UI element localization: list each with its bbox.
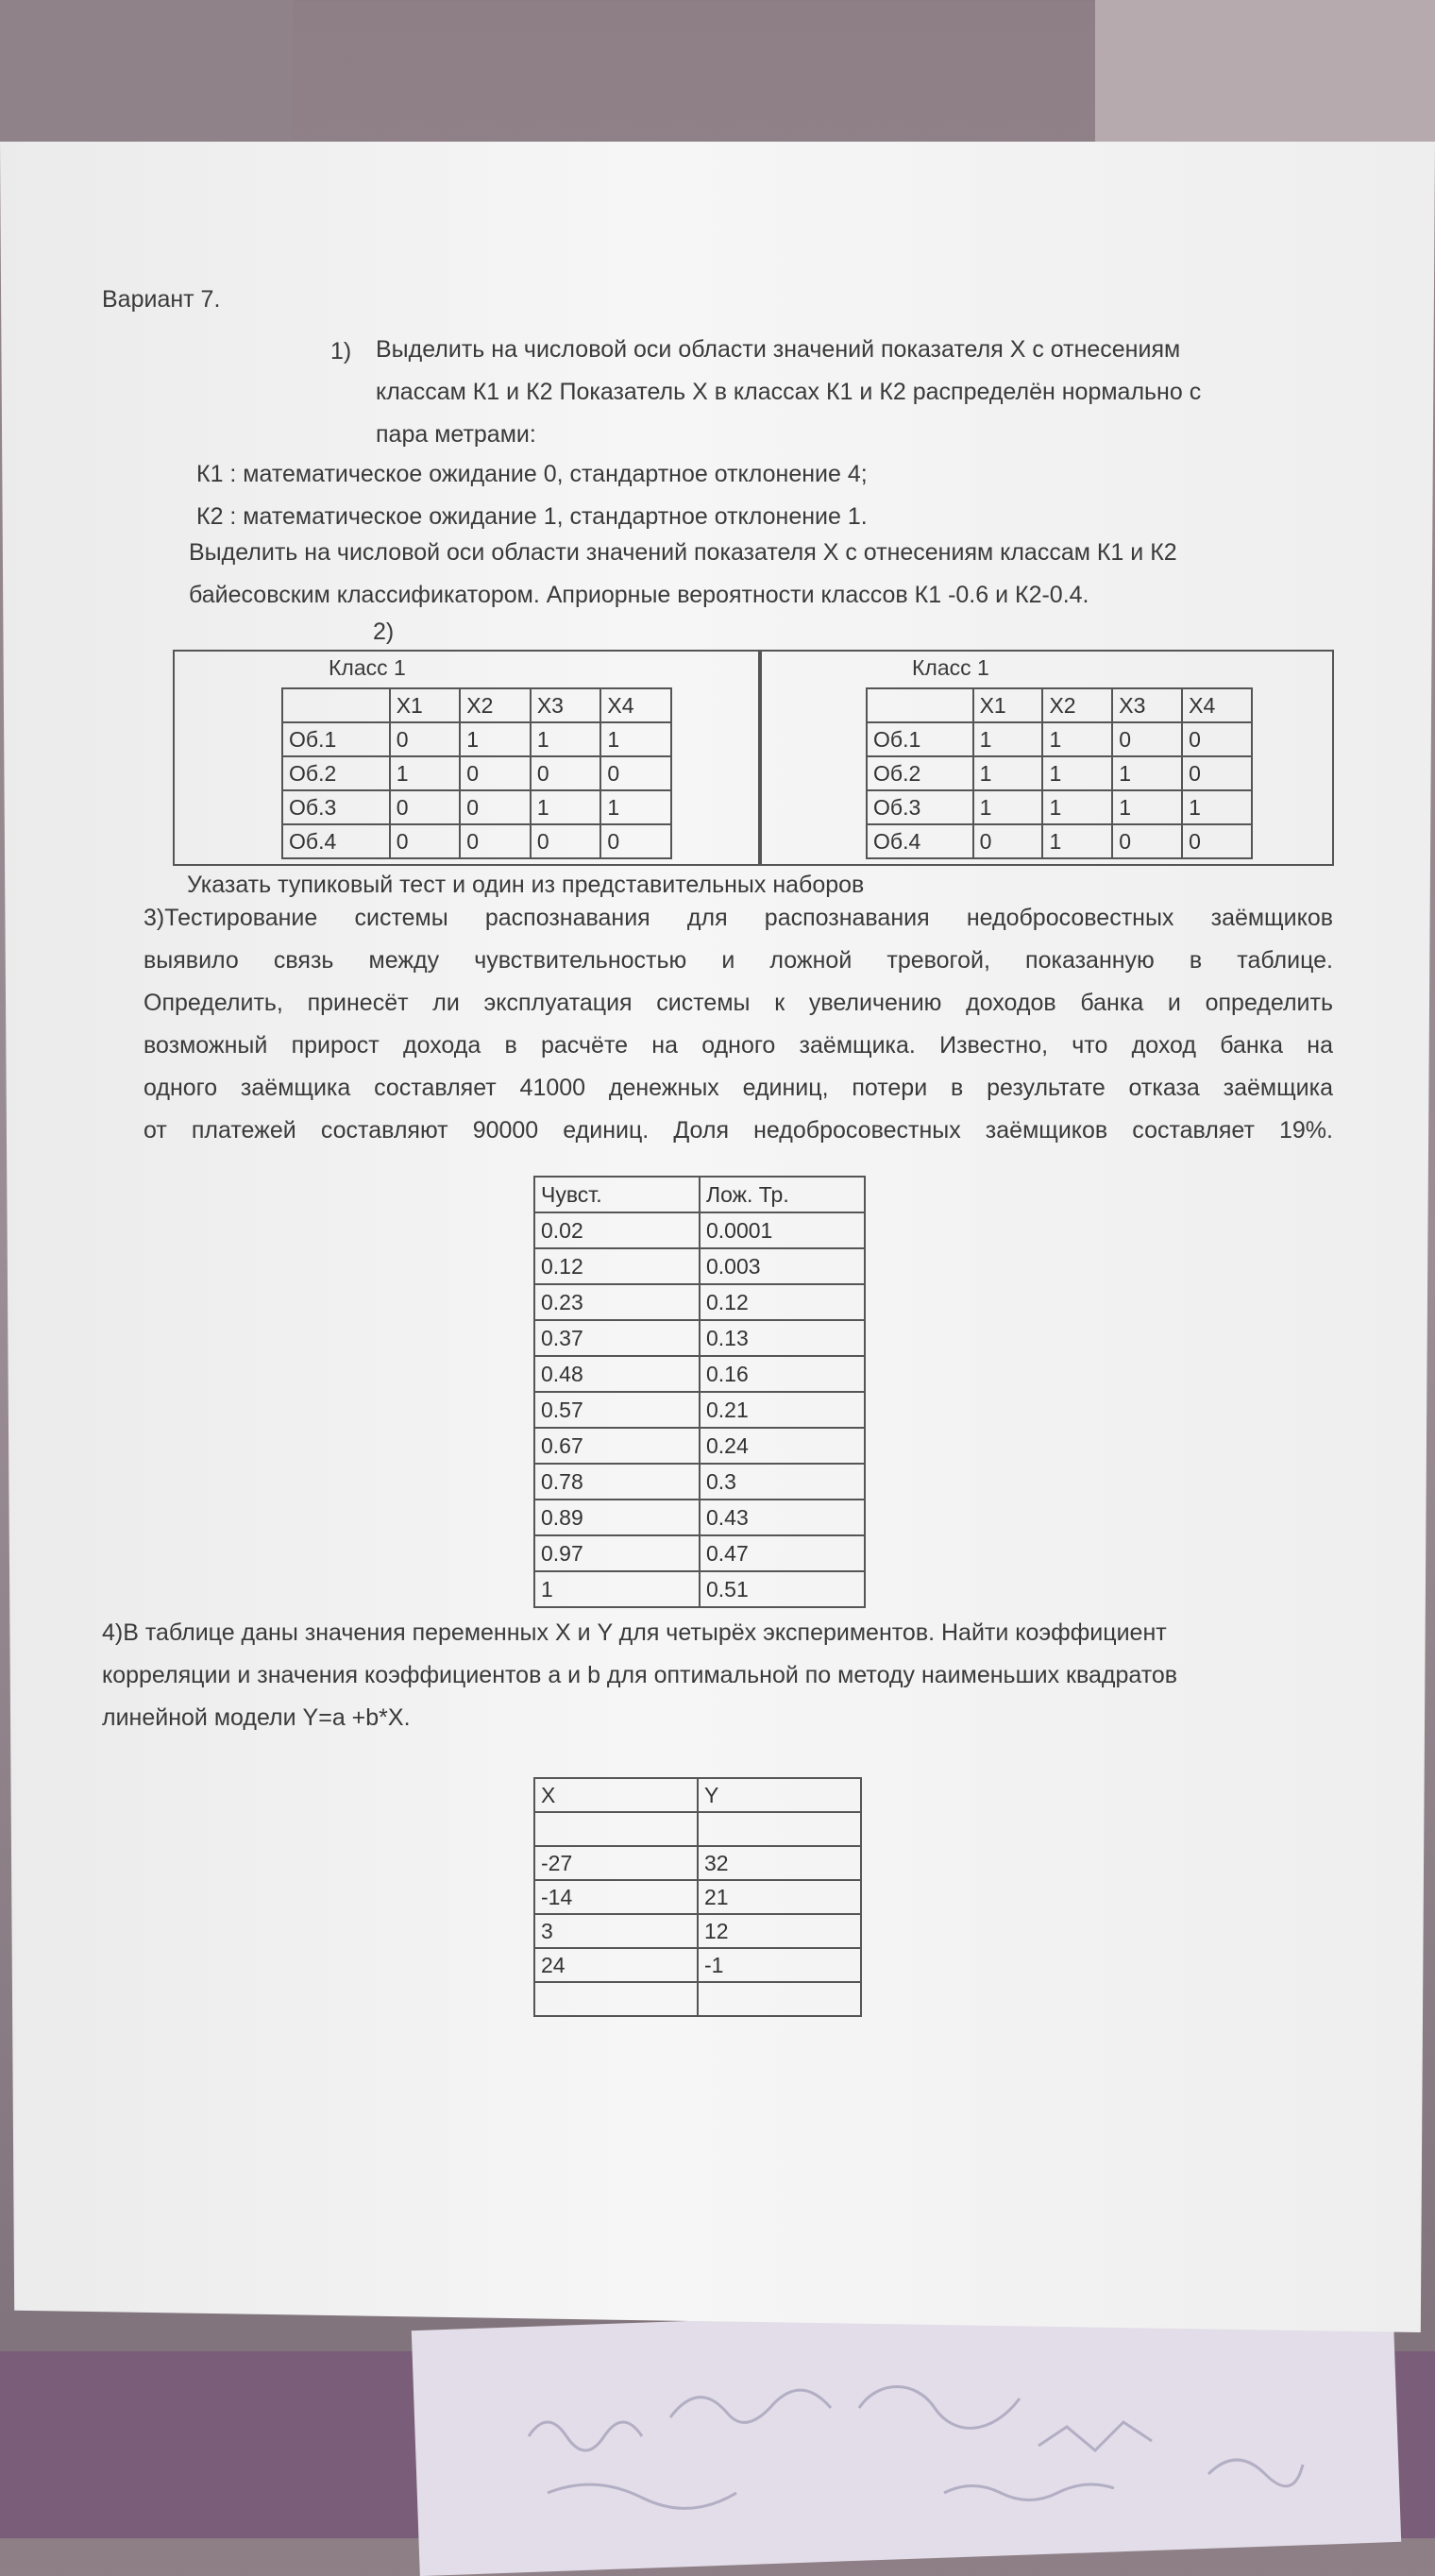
table-cell: Об.1 [282,722,390,756]
task4-line: корреляции и значения коэффициентов a и b для оптимальной по методу наименьших квадратов [102,1662,1178,1688]
table-row [867,722,1252,756]
table-cell: 1 [600,722,671,756]
table-header-cell [282,688,390,722]
task1-line: классам К1 и К2 Показатель X в классах К1 и К2 распределён нормально с [376,379,1202,405]
table-cell: 0 [460,756,531,790]
table-row [534,1948,861,1982]
table-cell: 1 [531,790,601,824]
table-row [534,1284,865,1320]
class-table-label: Класс 1 [329,655,406,680]
table-cell: 0.97 [534,1535,700,1571]
table-row [534,1535,865,1571]
table-cell: 0 [531,756,601,790]
table-header-row [534,1778,861,1812]
table-header-cell: Лож. Тр. [700,1177,865,1212]
table-row [867,790,1252,824]
table-row [282,722,671,756]
table-header-row [867,688,1252,722]
table-row [867,756,1252,790]
table-cell: 1 [1042,722,1112,756]
table-cell: 0.12 [534,1248,700,1284]
param-line: К1 : математическое ожидание 0, стандартное отклонение 4; [196,461,868,487]
table-cell: 0.51 [700,1571,865,1607]
table-cell: 0 [1112,722,1182,756]
table-row [282,824,671,858]
table-row [534,1212,865,1248]
table-cell: Об.4 [867,824,973,858]
table-cell: 1 [973,790,1043,824]
table-cell: 0.67 [534,1428,700,1464]
table-header-row [534,1177,865,1212]
xy-table [533,1777,862,2017]
table-cell: 1 [531,722,601,756]
table-cell: Об.1 [867,722,973,756]
task1-number: 1) [330,338,352,364]
table-header-cell: X3 [1112,688,1182,722]
task3-line: 3)Тестирование системы распознавания для распознавания недобросовестных заёмщиков [144,905,1333,931]
table-cell: 0.47 [700,1535,865,1571]
table-cell: 0.21 [700,1392,865,1428]
table-header-cell: X2 [460,688,531,722]
table-cell: 1 [1112,790,1182,824]
table-header-cell: Y [698,1778,861,1812]
table-row [534,1356,865,1392]
table-cell: 0 [390,824,461,858]
class-table-right [866,687,1253,859]
table-cell: Об.3 [867,790,973,824]
sensitivity-table [533,1176,866,1608]
table-header-cell: X1 [390,688,461,722]
handwritten-scribbles [434,2332,1378,2531]
table-row [534,1846,861,1880]
table-cell: 1 [1042,756,1112,790]
table-cell: 0 [531,824,601,858]
table-cell: 12 [698,1914,861,1948]
table-cell: 0 [1182,756,1252,790]
table-cell: 1 [1182,790,1252,824]
table-row [534,1464,865,1500]
class-table-left [281,687,672,859]
table-row [282,790,671,824]
table-row [534,1500,865,1535]
table-row [534,1392,865,1428]
table-cell: Об.3 [282,790,390,824]
table-cell: 0.3 [700,1464,865,1500]
table-row [534,1982,861,2016]
table-row [534,1812,861,1846]
table-cell: 0.12 [700,1284,865,1320]
table-row [534,1571,865,1607]
table-cell: 1 [460,722,531,756]
task1-text [376,329,1201,456]
table-cell: 0.16 [700,1356,865,1392]
table-header-cell: X4 [600,688,671,722]
table-cell [534,1812,698,1846]
table-cell: 24 [534,1948,698,1982]
table-header-cell: Чувст. [534,1177,700,1212]
table-cell: 0.13 [700,1320,865,1356]
table-cell: 0 [1112,824,1182,858]
table-cell: Об.2 [867,756,973,790]
bayes-line: Выделить на числовой оси области значений показателя X с отнесениям классам К1 и К2 [189,539,1177,566]
table-cell: 0.57 [534,1392,700,1428]
table-cell: 0 [973,824,1043,858]
table-cell: Об.4 [282,824,390,858]
table-cell: 3 [534,1914,698,1948]
task1-line: пара метрами: [376,421,536,448]
table-cell: 0.02 [534,1212,700,1248]
table-cell: 1 [1042,790,1112,824]
table-cell [698,1812,861,1846]
table-cell: 21 [698,1880,861,1914]
task3-line: от платежей составляют 90000 единиц. Доля недобросовестных заёмщиков составляет 19%. [144,1117,1333,1144]
task3-line: выявило связь между чувствительностью и ложной тревогой, показанную в таблице. [144,947,1333,974]
table-cell: 0 [460,790,531,824]
table-cell: 0.43 [700,1500,865,1535]
table-cell [698,1982,861,2016]
table-cell: -1 [698,1948,861,1982]
table-row [534,1914,861,1948]
table-cell: 32 [698,1846,861,1880]
table-header-row [282,688,671,722]
table-cell: 0.0001 [700,1212,865,1248]
task4-text [102,1612,1177,1739]
table-row [534,1248,865,1284]
task4-line: линейной модели Y=a +b*X. [102,1704,411,1731]
table-cell: 1 [600,790,671,824]
task2-number: 2) [373,619,395,645]
table-cell: 1 [1042,824,1112,858]
table-cell: 0.23 [534,1284,700,1320]
param-line: К2 : математическое ожидание 1, стандартное отклонение 1. [196,503,868,530]
table-cell: 1 [973,756,1043,790]
table-cell: 0 [460,824,531,858]
table-cell: 0 [1182,824,1252,858]
task2-instruction: Указать тупиковый тест и один из представительных наборов [187,872,865,898]
task1-line: Выделить на числовой оси области значений показателя X с отнесениям [376,336,1181,363]
table-row [534,1880,861,1914]
table-row [534,1428,865,1464]
table-header-cell: X [534,1778,698,1812]
background-surface-right [1095,0,1435,151]
table-cell: 0 [600,756,671,790]
table-cell: -14 [534,1880,698,1914]
task3-text [144,897,1333,1152]
table-cell [534,1982,698,2016]
table-cell: 0 [600,824,671,858]
table-cell: 0.003 [700,1248,865,1284]
table-cell: 1 [973,722,1043,756]
table-cell: 0 [1182,722,1252,756]
table-cell: 1 [1112,756,1182,790]
table-header-cell [867,688,973,722]
task4-line: 4)В таблице даны значения переменных X и Y для четырёх экспериментов. Найти коэффициент [102,1619,1167,1646]
table-header-cell: X2 [1042,688,1112,722]
table-cell: 0 [390,790,461,824]
table-header-cell: X4 [1182,688,1252,722]
task3-line: Определить, принесёт ли эксплуатация системы к увеличению доходов банка и определить [144,990,1333,1016]
table-cell: 0.24 [700,1428,865,1464]
table-cell: 1 [534,1571,700,1607]
background-surface-left [0,0,293,161]
table-row [867,824,1252,858]
task1-parameters [196,453,868,538]
table-header-cell: X1 [973,688,1043,722]
table-cell: 0.37 [534,1320,700,1356]
table-cell: 0.48 [534,1356,700,1392]
table-cell: 0.78 [534,1464,700,1500]
variant-heading: Вариант 7. [102,286,221,313]
table-header-cell: X3 [531,688,601,722]
task3-line: возможный прирост дохода в расчёте на одного заёмщика. Известно, что доход банка на [144,1032,1333,1059]
table-cell: 0 [390,722,461,756]
class-table-label: Класс 1 [912,655,989,680]
task3-line: одного заёмщика составляет 41000 денежных единиц, потери в результате отказа заёмщика [144,1075,1333,1101]
table-cell: Об.2 [282,756,390,790]
table-cell: 0.89 [534,1500,700,1535]
bayes-line: байесовским классификатором. Априорные вероятности классов К1 -0.6 и К2-0.4. [189,582,1089,608]
task1-bayes-text [189,532,1177,617]
table-row [282,756,671,790]
table-cell: -27 [534,1846,698,1880]
table-cell: 1 [390,756,461,790]
table-row [534,1320,865,1356]
